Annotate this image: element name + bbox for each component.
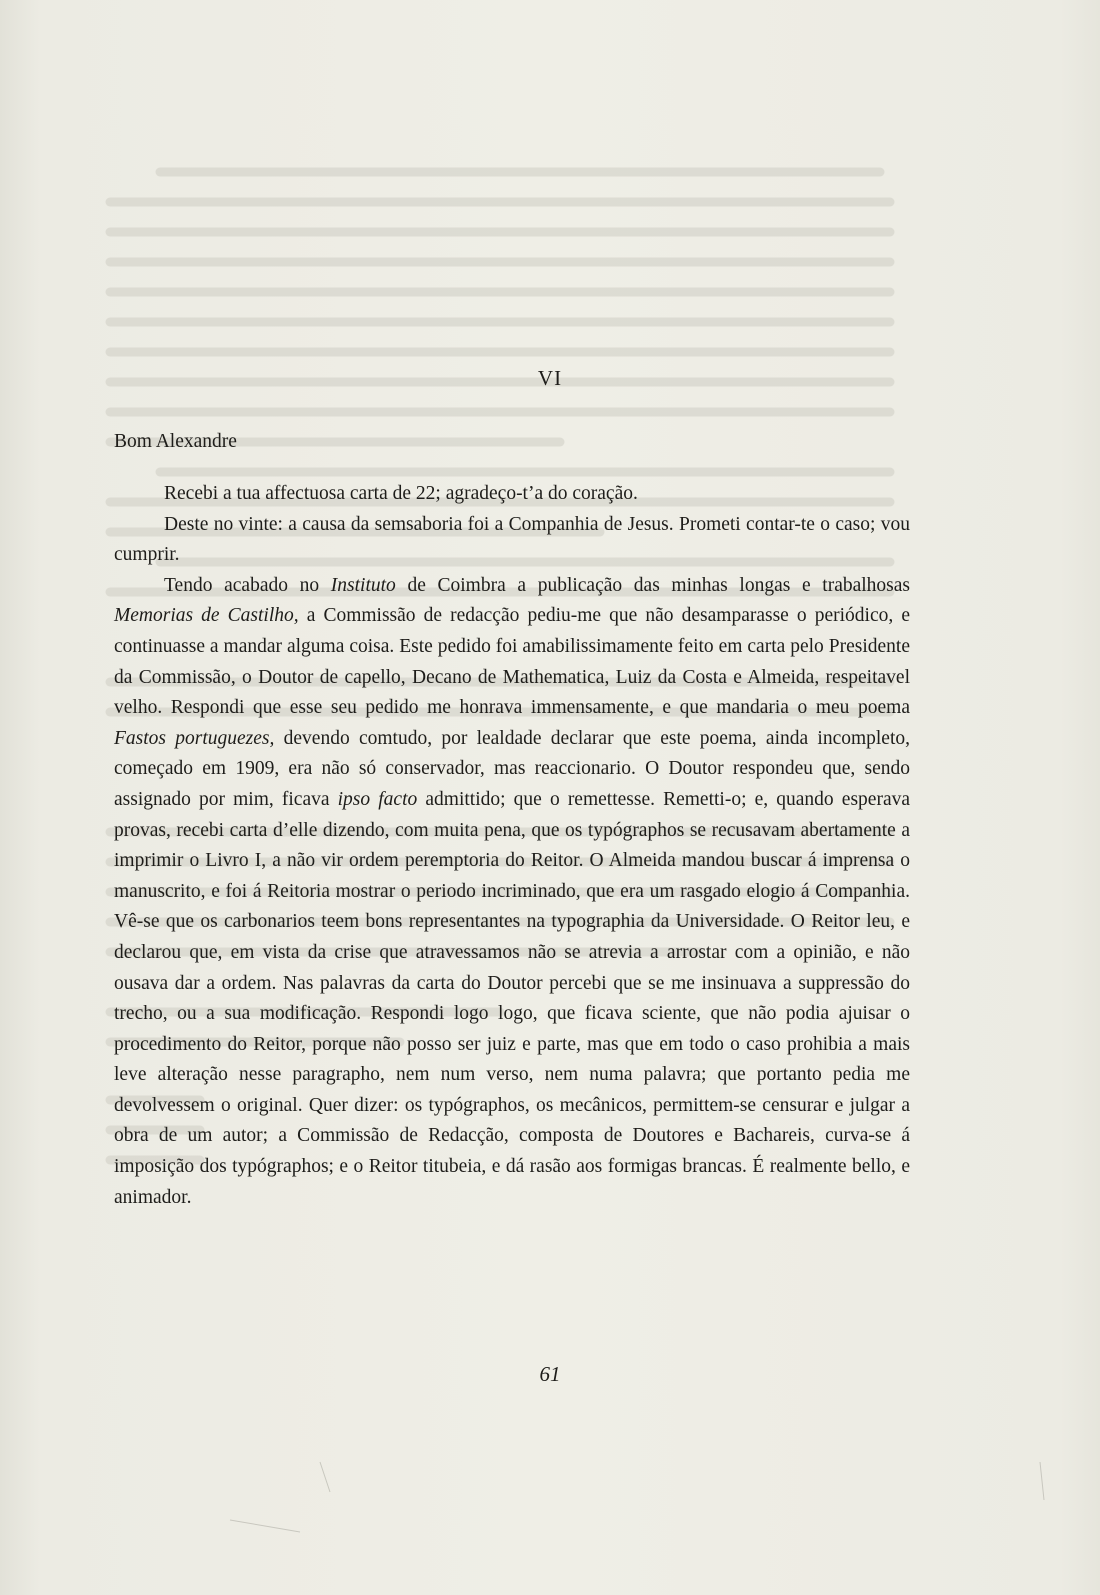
chapter-heading: VI	[537, 366, 563, 390]
text-run: a Commissão de redacção pediu-me que não desamparasse o periódico, e continuasse a mandar alguma coisa. Este pedido foi amabilissimamente feito em carta pelo Presidente da Commissão, o Doutor de capello, Decano de Mathematica, Luiz da Costa e Almeida, respeitavel velho. Respondi que esse seu pedido me honrava immensamente, e que mandaria o meu poema	[114, 605, 910, 719]
letter-salutation: Bom Alexandre	[114, 431, 237, 452]
text-run: de Coimbra a publicação das minhas longas e trabalhosas	[395, 574, 910, 596]
italic-text: Instituto	[330, 574, 396, 596]
page-number: 61	[539, 1362, 561, 1386]
text-run: Recebi a tua affectuosa carta de 22; agradeço-t’a do coração.	[164, 483, 638, 504]
text-run: Tendo acabado no	[164, 574, 331, 596]
paragraph	[114, 479, 910, 510]
paragraph	[114, 571, 910, 1213]
letter-body	[114, 479, 910, 1213]
text-run: Deste no vinte: a causa da semsaboria foi a Companhia de Jesus. Prometi contar-te o caso; vou cumprir.	[114, 513, 910, 566]
italic-text: Memorias de Castilho,	[114, 605, 299, 627]
paragraph	[114, 510, 910, 571]
italic-text: Fastos portuguezes,	[114, 727, 275, 749]
text-run: admittido; que o remettesse. Remetti-o; e, quando esperava provas, recebi carta d’elle dizendo, com muita pena, que os typógraphos se recusavam abertamente a imprimir o Livro I, a não vir ordem peremptoria do Reitor. O Almeida mandou buscar á imprensa o manuscrito, e foi á Reitoria mostrar o periodo incriminado, que era um rasgado elogio á Companhia. Vê-se que os carbonarios teem bons representantes na typographia da Universidade. O Reitor leu, e declarou que, em vista da crise que atravessamos não se atrevia a arrostar com a opinião, e não ousava dar a ordem. Nas palavras da carta do Doutor percebi que se me insinuava a suppressão do trecho, ou a sua modificação. Respondi logo logo, que ficava sciente, que não podia ajuisar o procedimento do Reitor, porque não posso ser juiz e parte, mas que em todo o caso prohibia a mais leve alteração nesse paragrapho, nem num verso, nem numa palavra; que portanto pedia me devolvessem o original. Quer dizer: os typógraphos, os mecânicos, permittem-se censurar e julgar a obra de um autor; a Commissão de Redacção, composta de Doutores e Bachareis, curva-se á imposição dos typógraphos; e o Reitor titubeia, e dá rasão aos formigas brancas. É realmente bello, e animador.	[114, 788, 910, 1208]
italic-text: ipso facto	[337, 788, 418, 810]
text-run: devendo comtudo, por lealdade declarar que este poema, ainda incompleto, começado em 1909, era não só conservador, mas reaccionario. O Doutor respondeu que, sendo assignado por mim, ficava	[114, 727, 911, 810]
